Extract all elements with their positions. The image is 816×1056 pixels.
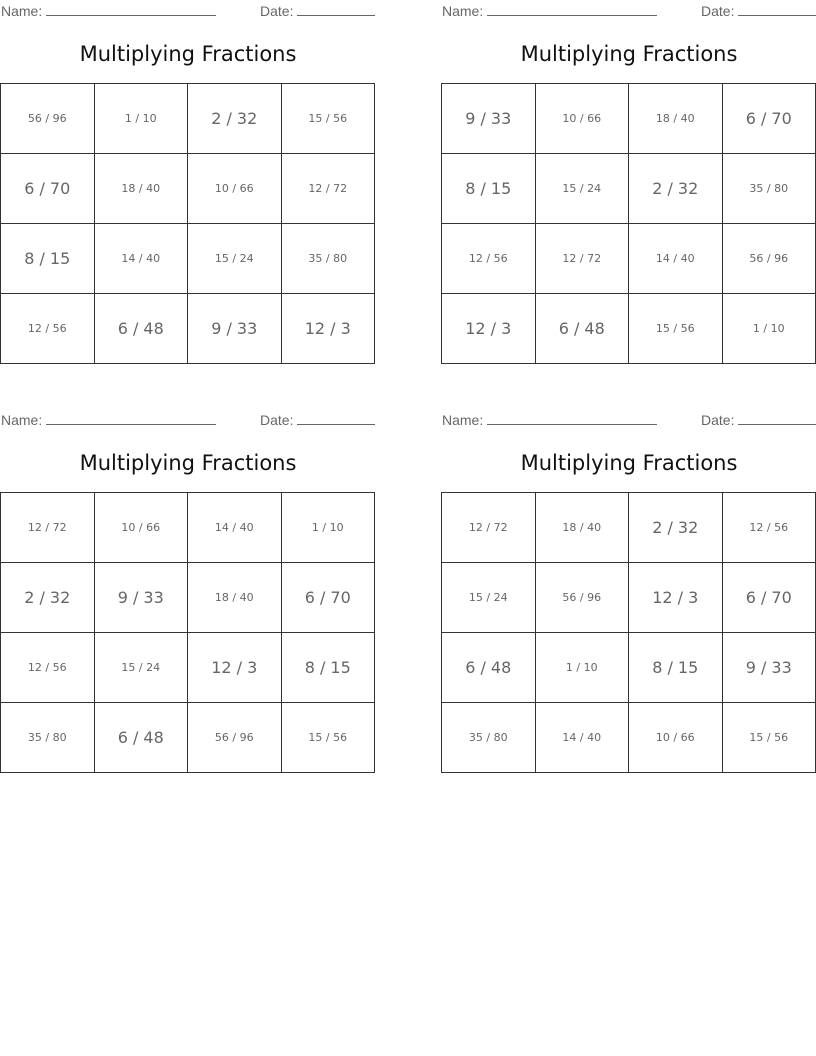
grid-cell: 2 / 32 <box>188 84 282 154</box>
grid-cell: 56 / 96 <box>188 703 282 773</box>
grid-cell: 12 / 3 <box>281 294 375 364</box>
grid-cell: 15 / 56 <box>281 84 375 154</box>
grid-cell: 12 / 3 <box>629 563 723 633</box>
grid-cell: 15 / 24 <box>188 224 282 294</box>
name-field[interactable] <box>442 412 657 428</box>
grid-cell: 1 / 10 <box>535 633 629 703</box>
grid-row <box>1 493 375 563</box>
grid-cell: 35 / 80 <box>1 703 95 773</box>
card-title: Multiplying Fractions <box>79 42 297 66</box>
name-date-header <box>441 412 816 428</box>
grid-row <box>1 633 375 703</box>
grid-cell: 6 / 48 <box>535 294 629 364</box>
grid-cell: 12 / 56 <box>1 633 95 703</box>
grid-row <box>442 294 816 364</box>
grid-cell: 6 / 70 <box>1 154 95 224</box>
grid-cell: 14 / 40 <box>94 224 188 294</box>
date-label: Date: <box>701 412 735 428</box>
date-field[interactable] <box>260 412 375 428</box>
grid-cell: 14 / 40 <box>629 224 723 294</box>
grid-row <box>442 633 816 703</box>
date-field[interactable] <box>260 3 375 19</box>
grid-cell: 15 / 56 <box>722 703 816 773</box>
name-field[interactable] <box>442 3 657 19</box>
grid-cell: 6 / 48 <box>94 703 188 773</box>
grid-row <box>442 703 816 773</box>
bingo-card-3 <box>0 409 376 789</box>
grid-row <box>442 154 816 224</box>
grid-cell: 18 / 40 <box>629 84 723 154</box>
grid-cell: 56 / 96 <box>1 84 95 154</box>
grid-cell: 10 / 66 <box>188 154 282 224</box>
grid-row <box>1 563 375 633</box>
grid-row <box>1 703 375 773</box>
grid-row <box>442 563 816 633</box>
grid-cell: 9 / 33 <box>722 633 816 703</box>
grid-cell: 14 / 40 <box>188 493 282 563</box>
card-title: Multiplying Fractions <box>520 451 738 475</box>
grid-cell: 10 / 66 <box>94 493 188 563</box>
grid-cell: 15 / 56 <box>629 294 723 364</box>
grid-cell: 9 / 33 <box>442 84 536 154</box>
grid-cell: 2 / 32 <box>1 563 95 633</box>
grid-cell: 56 / 96 <box>722 224 816 294</box>
grid-cell: 18 / 40 <box>94 154 188 224</box>
grid-cell: 9 / 33 <box>94 563 188 633</box>
grid-row <box>1 294 375 364</box>
name-label: Name: <box>1 412 43 428</box>
grid-cell: 35 / 80 <box>442 703 536 773</box>
bingo-card-2 <box>441 0 816 380</box>
date-field[interactable] <box>701 3 816 19</box>
bingo-grid <box>0 83 375 364</box>
grid-cell: 8 / 15 <box>442 154 536 224</box>
grid-cell: 6 / 70 <box>722 563 816 633</box>
grid-cell: 6 / 48 <box>94 294 188 364</box>
name-label: Name: <box>442 3 484 19</box>
grid-cell: 2 / 32 <box>629 493 723 563</box>
grid-cell: 15 / 56 <box>281 703 375 773</box>
card-title: Multiplying Fractions <box>79 451 297 475</box>
grid-cell: 12 / 3 <box>442 294 536 364</box>
grid-cell: 12 / 56 <box>722 493 816 563</box>
grid-cell: 12 / 56 <box>442 224 536 294</box>
grid-cell: 12 / 72 <box>442 493 536 563</box>
grid-cell: 6 / 70 <box>281 563 375 633</box>
grid-cell: 6 / 70 <box>722 84 816 154</box>
grid-cell: 15 / 24 <box>442 563 536 633</box>
grid-cell: 12 / 72 <box>1 493 95 563</box>
name-date-header <box>0 412 376 428</box>
grid-row <box>1 84 375 154</box>
bingo-card-4 <box>441 409 816 789</box>
name-date-header <box>441 3 816 19</box>
grid-cell: 2 / 32 <box>629 154 723 224</box>
date-label: Date: <box>701 3 735 19</box>
grid-row <box>1 154 375 224</box>
card-title: Multiplying Fractions <box>520 42 738 66</box>
bingo-card-1 <box>0 0 376 380</box>
name-field[interactable] <box>1 412 216 428</box>
grid-cell: 1 / 10 <box>281 493 375 563</box>
grid-cell: 14 / 40 <box>535 703 629 773</box>
bingo-grid <box>441 83 816 364</box>
name-date-header <box>0 3 376 19</box>
grid-row <box>442 224 816 294</box>
name-label: Name: <box>1 3 43 19</box>
name-field[interactable] <box>1 3 216 19</box>
name-label: Name: <box>442 412 484 428</box>
grid-cell: 9 / 33 <box>188 294 282 364</box>
grid-cell: 12 / 72 <box>281 154 375 224</box>
grid-cell: 15 / 24 <box>94 633 188 703</box>
grid-cell: 35 / 80 <box>281 224 375 294</box>
grid-cell: 56 / 96 <box>535 563 629 633</box>
bingo-grid <box>441 492 816 773</box>
grid-cell: 15 / 24 <box>535 154 629 224</box>
grid-cell: 1 / 10 <box>722 294 816 364</box>
grid-cell: 12 / 3 <box>188 633 282 703</box>
date-label: Date: <box>260 3 294 19</box>
grid-cell: 8 / 15 <box>281 633 375 703</box>
grid-cell: 1 / 10 <box>94 84 188 154</box>
grid-row <box>442 84 816 154</box>
bingo-grid <box>0 492 375 773</box>
grid-cell: 10 / 66 <box>535 84 629 154</box>
date-field[interactable] <box>701 412 816 428</box>
grid-cell: 6 / 48 <box>442 633 536 703</box>
grid-cell: 8 / 15 <box>629 633 723 703</box>
grid-cell: 18 / 40 <box>535 493 629 563</box>
grid-cell: 18 / 40 <box>188 563 282 633</box>
grid-cell: 10 / 66 <box>629 703 723 773</box>
date-label: Date: <box>260 412 294 428</box>
grid-cell: 12 / 56 <box>1 294 95 364</box>
grid-row <box>1 224 375 294</box>
grid-cell: 12 / 72 <box>535 224 629 294</box>
grid-cell: 8 / 15 <box>1 224 95 294</box>
grid-cell: 35 / 80 <box>722 154 816 224</box>
grid-row <box>442 493 816 563</box>
